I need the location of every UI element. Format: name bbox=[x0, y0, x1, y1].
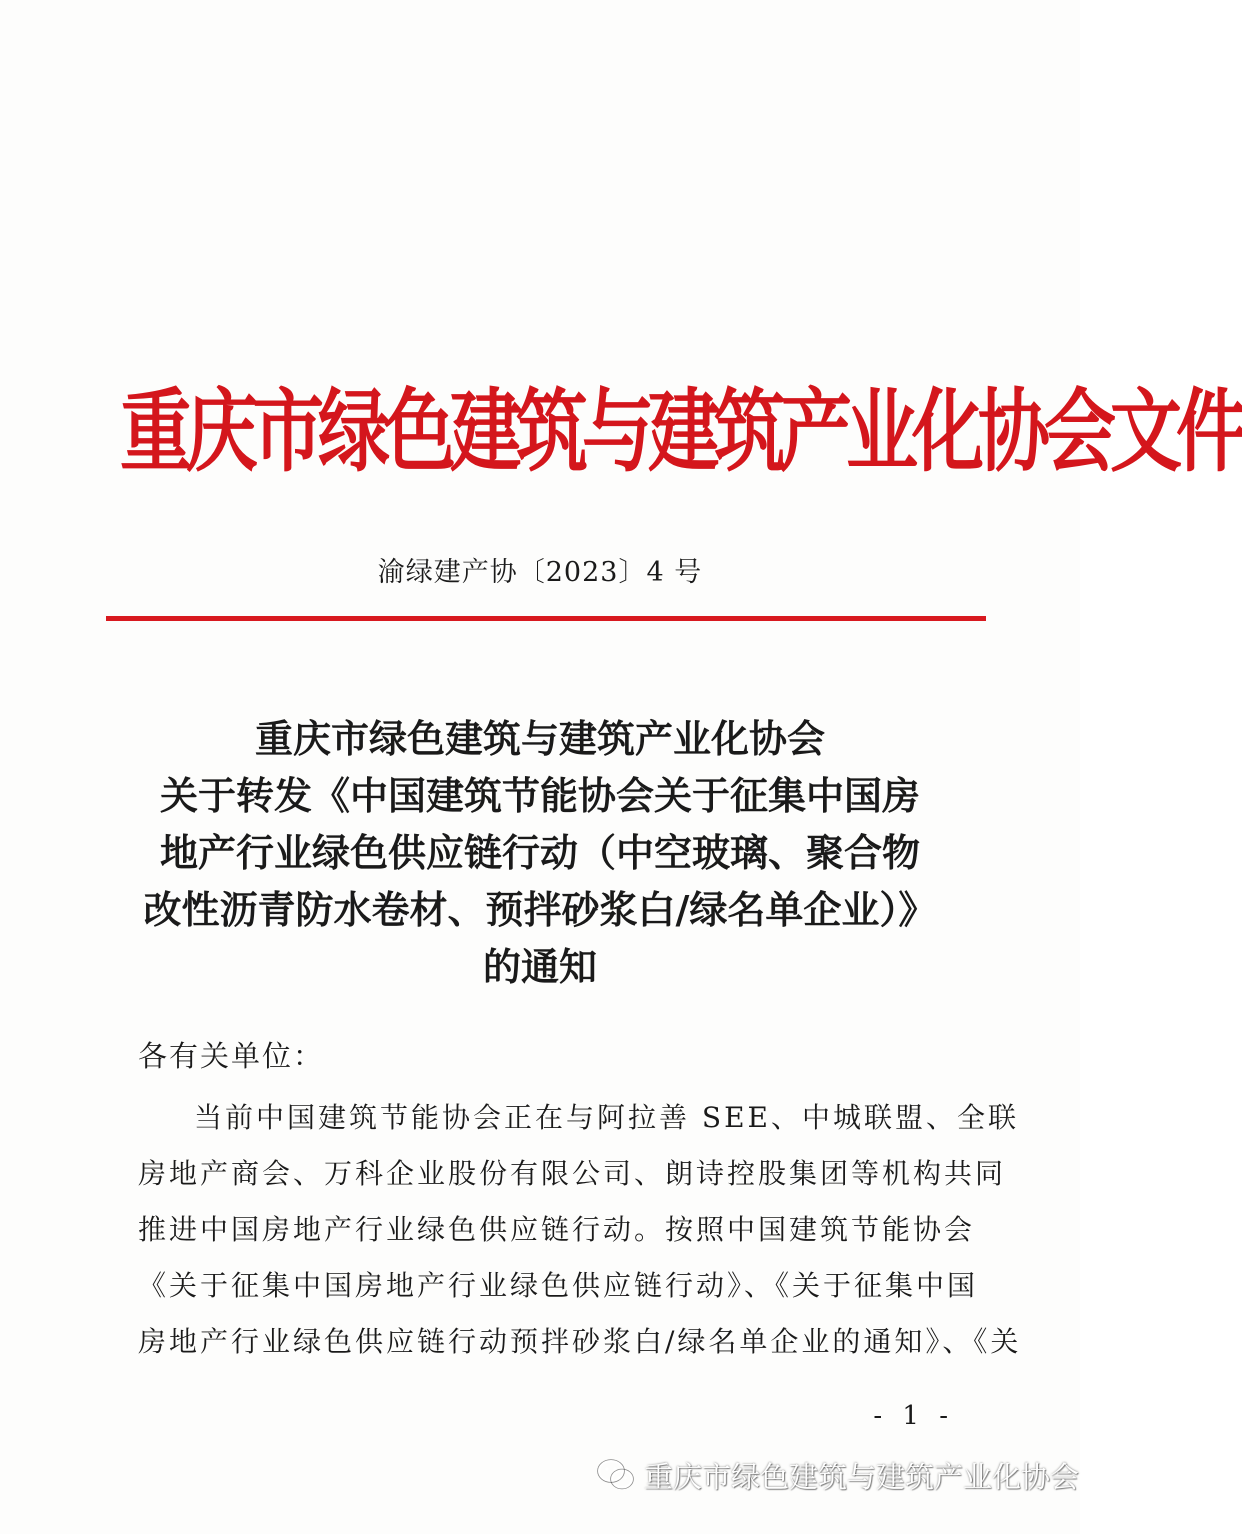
wechat-icon bbox=[596, 1458, 636, 1492]
title-line: 地产行业绿色供应链行动（中空玻璃、聚合物 bbox=[159, 830, 920, 875]
org-header-title: 重庆市绿色建筑与建筑产业化协会文件 bbox=[120, 377, 1242, 484]
body-line: 房地产商会、万科企业股份有限公司、朗诗控股集团等机构共同 bbox=[138, 1157, 1007, 1190]
body-paragraph bbox=[138, 1090, 1022, 1370]
title-line: 的通知 bbox=[482, 944, 597, 989]
body-line: 推进中国房地产行业绿色供应链行动。按照中国建筑节能协会 bbox=[138, 1213, 976, 1246]
title-line: 改性沥青防水卷材、预拌砂浆白/绿名单企业）》 bbox=[143, 887, 937, 932]
body-line: 当前中国建筑节能协会正在与阿拉善 SEE、中城联盟、全联 bbox=[194, 1101, 1019, 1134]
watermark-text: 重庆市绿色建筑与建筑产业化协会 bbox=[644, 1459, 1080, 1494]
body-line: 《关于征集中国房地产行业绿色供应链行动》、《关于征集中国 bbox=[138, 1269, 979, 1302]
body-line: 房地产行业绿色供应链行动预拌砂浆白/绿名单企业的通知》、《关 bbox=[138, 1325, 1022, 1358]
red-divider-rule bbox=[106, 616, 986, 621]
title-line: 重庆市绿色建筑与建筑产业化协会 bbox=[254, 716, 825, 761]
title-line: 关于转发《中国建筑节能协会关于征集中国房 bbox=[159, 773, 920, 818]
page-number: - 1 - bbox=[873, 1401, 954, 1431]
salutation: 各有关单位： bbox=[138, 1039, 325, 1073]
document-number: 渝绿建产协〔2023〕4 号 bbox=[377, 557, 703, 588]
wechat-watermark bbox=[596, 1450, 1079, 1500]
notice-title bbox=[100, 710, 980, 995]
